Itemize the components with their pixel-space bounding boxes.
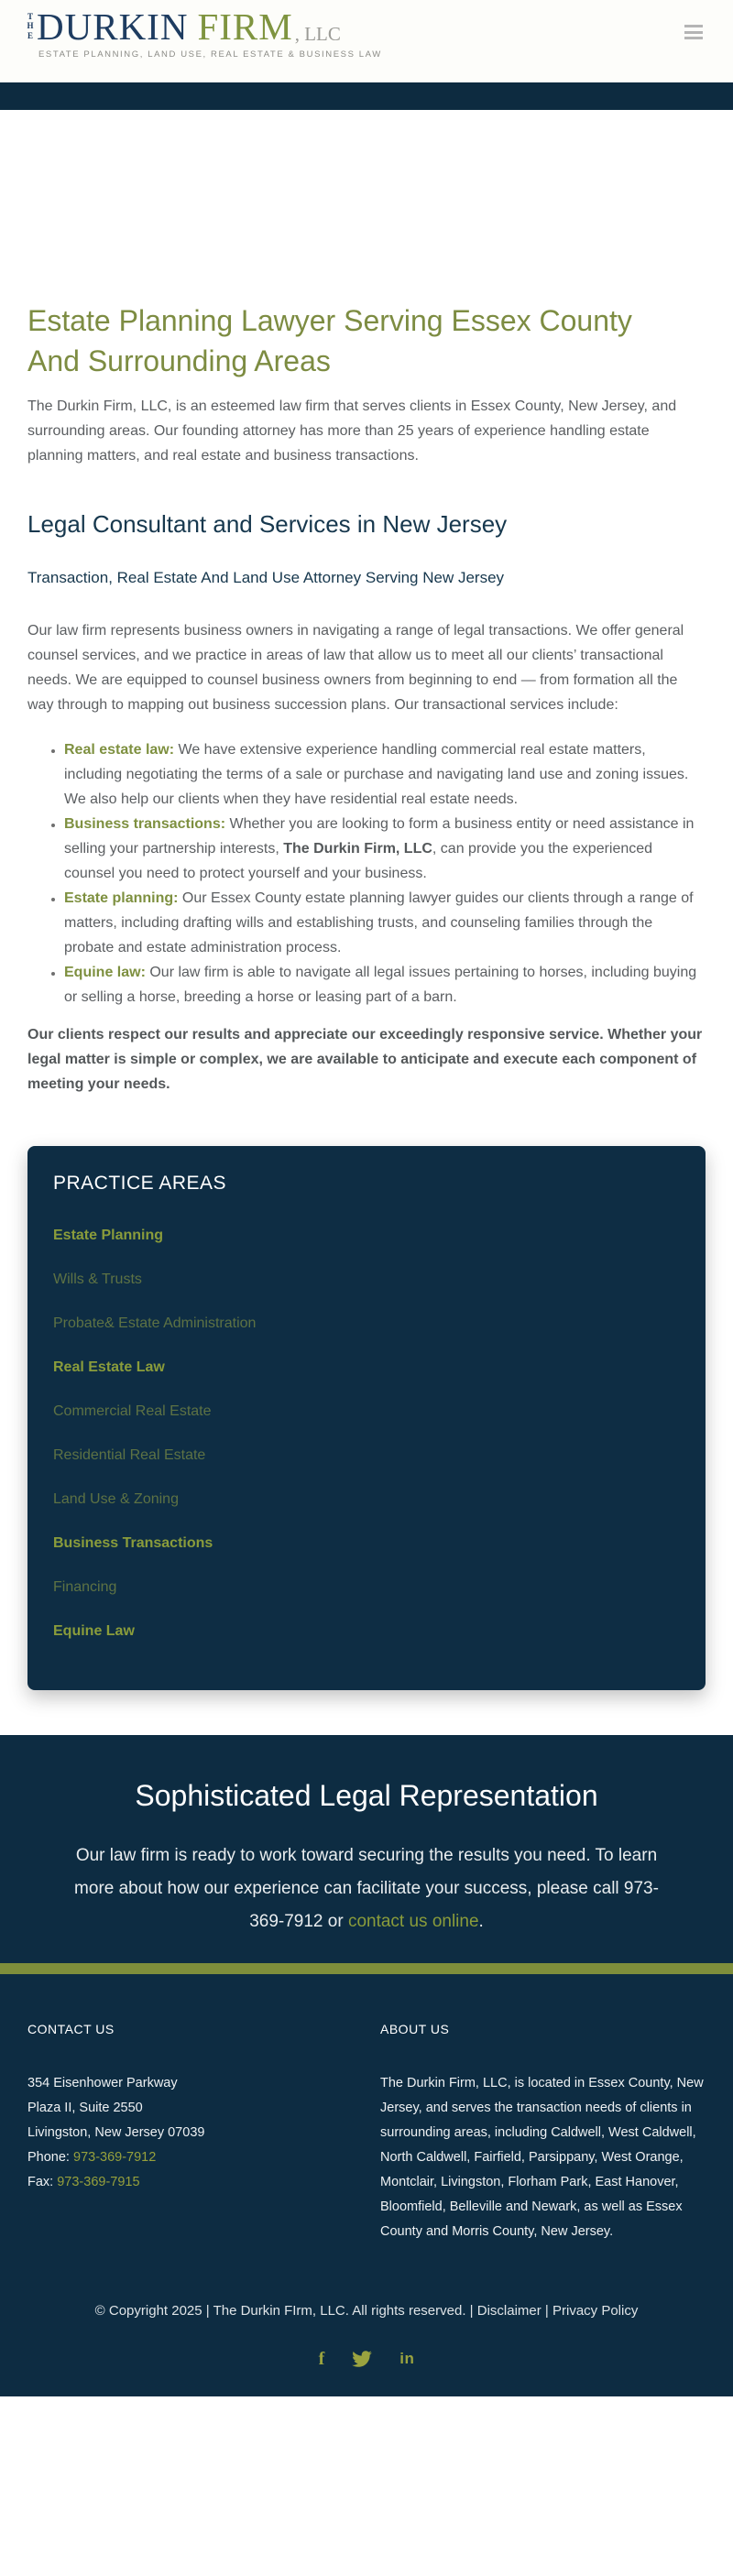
bullet-text: Our Essex County estate planning lawyer guides our clients through a range of matters, including drafting wills and establishing trusts, and counseling families through the probate and estate administration process. <box>64 890 694 955</box>
practice-item <box>53 1302 680 1346</box>
practice-link-wills-trusts[interactable]: Wills & Trusts <box>53 1272 142 1287</box>
practice-item <box>53 1522 680 1566</box>
phone-link[interactable]: 973-369-7912 <box>73 2150 157 2165</box>
footer-contact-column <box>27 2020 380 2244</box>
main-content <box>0 300 733 1690</box>
about-text: The Durkin Firm, LLC, is located in Essex County, New Jersey, and serves the transaction needs of clients in surrounding areas, including Caldwell, West Caldwell, North Caldwell, Fairfield, Parsippany, West Orange, Montclair, Livingston, Florham Park, East Hanover, Bloomfield, Belleville and Newark, as well as Essex County and Morris County, New Jersey. <box>380 2076 704 2239</box>
logo-the: THE <box>27 11 34 40</box>
practice-link-commercial-real-estate[interactable]: Commercial Real Estate <box>53 1403 212 1419</box>
page-title: Estate Planning Lawyer Serving Essex County And Surrounding Areas <box>27 304 632 377</box>
service-bullet-estate-planning <box>64 886 706 960</box>
services-intro-paragraph: Our law firm represents business owners in navigating a range of legal transactions. We offer general counsel services, and we practice in areas of law that allow us to meet all our clients’ transactional needs. We are equipped to counsel business owners from beginning to end — from formation all the way through to mapping out business succession plans. Our transactional services include: <box>27 623 684 713</box>
copyright-separator: | <box>541 2303 552 2319</box>
address-line-2: Plaza II, Suite 2550 <box>27 2101 143 2115</box>
footer-about-column <box>380 2020 706 2244</box>
accent-divider <box>0 1963 733 1974</box>
linkedin-icon[interactable]: in <box>399 2350 415 2367</box>
privacy-policy-link[interactable]: Privacy Policy <box>552 2303 639 2319</box>
address-line-3: Livingston, New Jersey 07039 <box>27 2125 205 2140</box>
hamburger-bar <box>684 25 703 27</box>
phone-label: Phone: <box>27 2150 73 2165</box>
bullet-lead: Business transactions: <box>64 816 226 832</box>
practice-item <box>53 1610 680 1654</box>
bullet-text: We have extensive experience handling commercial real estate matters, including negotiating the terms of a sale or purchase and navigating land use and zoning issues. We also help our clients when they have residential real estate needs. <box>64 742 689 807</box>
facebook-icon[interactable]: f <box>318 2349 325 2369</box>
practice-link-probate-estate-administration[interactable]: Probate& Estate Administration <box>53 1315 257 1331</box>
practice-link-residential-real-estate[interactable]: Residential Real Estate <box>53 1447 206 1463</box>
cta-paragraph <box>69 1839 664 1938</box>
bullet-text: , can provide you the experienced counsel you need to protect yourself and your business. <box>64 841 653 881</box>
sub-heading: Transaction, Real Estate And Land Use Attorney Serving New Jersey <box>27 569 505 586</box>
contact-details <box>27 2071 353 2195</box>
practice-link-business-transactions[interactable]: Business Transactions <box>53 1535 213 1551</box>
fax-link[interactable]: 973-369-7915 <box>57 2175 140 2189</box>
practice-areas-list <box>53 1214 680 1654</box>
social-links <box>27 2350 706 2368</box>
copyright-text: © Copyright 2025 | The Durkin FIrm, LLC. All rights reserved. | <box>94 2303 477 2319</box>
practice-areas-title: PRACTICE AREAS <box>53 1173 227 1194</box>
cta-text: Our law firm is ready to work toward securing the results you need. To learn more about how our experience can facilitate your success, please call 973-369-7912 or <box>74 1846 659 1931</box>
hamburger-bar <box>684 31 703 34</box>
bullet-text: Our law firm is able to navigate all legal issues pertaining to horses, including buying or selling a horse, breeding a horse or leasing part of a barn. <box>64 965 697 1005</box>
address-line-1: 354 Eisenhower Parkway <box>27 2076 178 2090</box>
phone-line <box>27 2145 353 2170</box>
fax-line <box>27 2170 353 2195</box>
contact-us-online-link[interactable]: contact us online <box>347 1912 479 1931</box>
twitter-icon[interactable] <box>352 2351 372 2367</box>
intro-paragraph: The Durkin Firm, LLC, is an esteemed law firm that serves clients in Essex County, New Jersey, and surrounding areas. Our founding attorney has more than 25 years of experience handling estate planning matters, and real estate and business transactions. <box>27 398 677 464</box>
service-bullet-equine-law <box>64 960 706 1010</box>
section-heading: Legal Consultant and Services in New Jersey <box>27 510 508 538</box>
copyright-bar <box>27 2301 706 2320</box>
practice-item <box>53 1478 680 1522</box>
site-footer <box>0 1974 733 2396</box>
practice-item <box>53 1214 680 1258</box>
practice-link-equine-law[interactable]: Equine Law <box>53 1623 135 1639</box>
closing-paragraph: Our clients respect our results and appreciate our exceedingly responsive service. Whether your legal matter is simple or complex, we are available to anticipate and execute each component of meeting your needs. <box>27 1027 703 1092</box>
practice-areas-box <box>27 1146 706 1690</box>
bullet-text: Whether you are looking to form a business entity or need assistance in selling your partnership interests, <box>64 816 695 857</box>
cta-section <box>0 1735 733 1963</box>
practice-item <box>53 1390 680 1434</box>
site-logo[interactable] <box>26 5 382 61</box>
fax-label: Fax: <box>27 2175 58 2189</box>
practice-link-real-estate-law[interactable]: Real Estate Law <box>53 1359 165 1375</box>
site-header <box>0 0 733 82</box>
about-us-heading: ABOUT US <box>380 2022 450 2036</box>
bullet-lead: Equine law: <box>64 965 146 980</box>
service-bullet-real-estate <box>64 737 706 812</box>
practice-item <box>53 1258 680 1302</box>
contact-us-heading: CONTACT US <box>27 2022 115 2036</box>
disclaimer-link[interactable]: Disclaimer <box>476 2303 542 2319</box>
services-list <box>27 737 706 1010</box>
practice-link-financing[interactable]: Financing <box>53 1579 117 1595</box>
hamburger-bar <box>684 37 703 39</box>
cta-text-suffix: . <box>478 1912 484 1931</box>
main-navbar <box>0 82 733 110</box>
cta-heading: Sophisticated Legal Representation <box>135 1779 598 1812</box>
practice-item <box>53 1566 680 1610</box>
practice-item <box>53 1434 680 1478</box>
practice-link-estate-planning[interactable]: Estate Planning <box>53 1228 164 1243</box>
logo-durkin: DURKIN <box>37 5 189 48</box>
hamburger-menu-icon[interactable] <box>684 25 703 39</box>
bullet-lead: Real estate law: <box>64 742 175 758</box>
service-bullet-business-transactions <box>64 812 706 886</box>
practice-link-land-use-zoning[interactable]: Land Use & Zoning <box>53 1491 179 1507</box>
footer-columns <box>27 2020 706 2244</box>
bullet-lead: Estate planning: <box>64 890 179 906</box>
logo-firm: FIRM <box>197 5 293 48</box>
practice-item <box>53 1346 680 1390</box>
logo-llc: , LLC <box>294 22 341 45</box>
bullet-bold: The Durkin Firm, LLC <box>283 841 432 857</box>
logo-tagline: ESTATE PLANNING, LAND USE, REAL ESTATE & BUSINESS LAW <box>38 49 382 60</box>
